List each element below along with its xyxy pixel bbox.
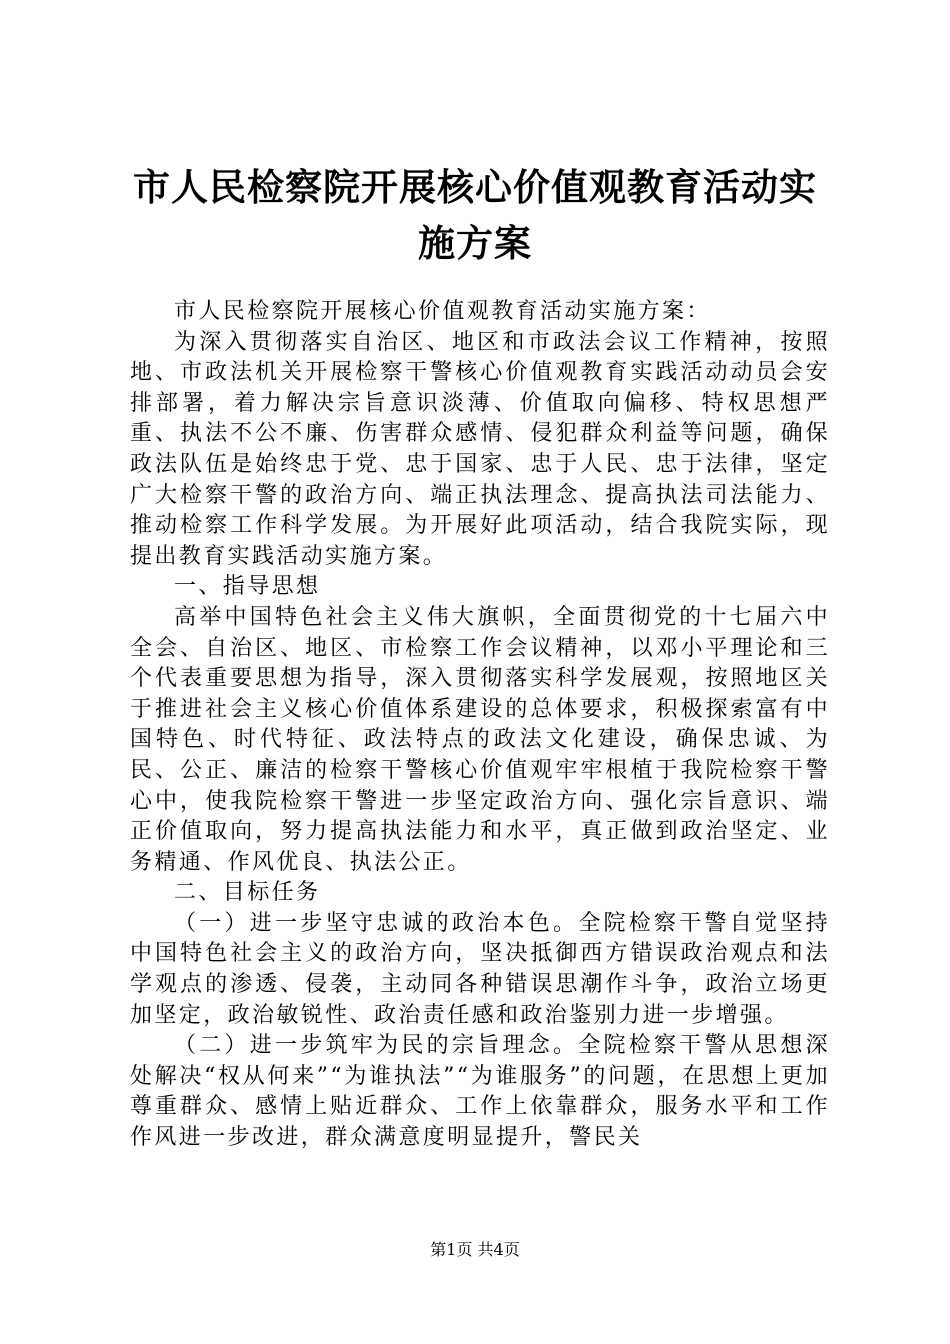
document-body (130, 297, 830, 1154)
body-paragraph: 高举中国特色社会主义伟大旗帜，全面贯彻党的十七届六中全会、自治区、地区、市检察工作会议精神，以邓小平理论和三个代表重要思想为指导，深入贯彻落实科学发展观，按照地区关于推进社会主义核心价值体系建设的总体要求，积极探索富有中国特色、时代特征、政法特点的政法文化建设，确保忠诚、为民、公正、廉洁的检察干警核心价值观牢牢根植于我院检察干警心中，使我院检察干警进一步坚定政治方向、强化宗旨意识、端正价值取向，努力提高执法能力和水平，真正做到政治坚定、业务精通、作风优良、执法公正。 (130, 604, 830, 875)
section-heading: 一、指导思想 (174, 574, 321, 600)
body-paragraph: 为深入贯彻落实自治区、地区和市政法会议工作精神，按照地、市政法机关开展检察干警核心价值观教育实践活动动员会安排部署，着力解决宗旨意识淡薄、价值取向偏移、特权思想严重、执法不公不廉、伤害群众感情、侵犯群众利益等问题，确保政法队伍是始终忠于党、忠于国家、忠于人民、忠于法律，坚定广大检察干警的政治方向、端正执法理念、提高执法司法能力、推动检察工作科学发展。为开展好此项活动，结合我院实际，现提出教育实践活动实施方案。 (130, 329, 830, 569)
body-paragraph: （二）进一步筑牢为民的宗旨理念。全院检察干警从思想深处解决“权从何来”“为谁执法”“为谁服务”的问题，在思想上更加尊重群众、感情上贴近群众、工作上依靠群众，服务水平和工作作风进一步改进，群众满意度明显提升，警民关 (130, 1033, 830, 1151)
document-title: 市人民检察院开展核心价值观教育活动实施方案 (133, 166, 817, 265)
page-footer: 第1页 共4页 (430, 1240, 520, 1259)
intro-paragraph: 市人民检察院开展核心价值观教育活动实施方案： (174, 299, 711, 324)
section-heading: 二、目标任务 (174, 880, 321, 906)
body-paragraph: （一）进一步坚守忠诚的政治本色。全院检察干警自觉坚持中国特色社会主义的政治方向，坚决抵御西方错误政治观点和法学观点的渗透、侵袭，主动同各种错误思潮作斗争，政治立场更加坚定，政治敏锐性、政治责任感和政治鉴别力进一步增强。 (130, 910, 830, 1028)
